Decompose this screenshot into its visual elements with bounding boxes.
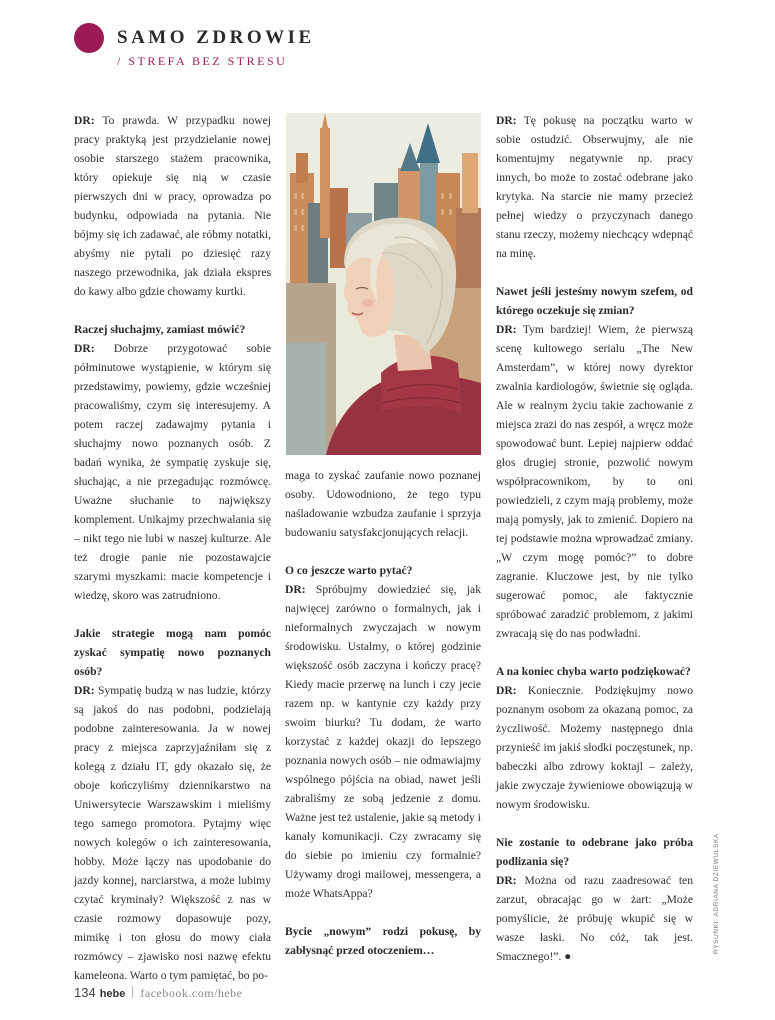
speaker-label: DR:: [496, 114, 517, 127]
header-accent-dot: [74, 23, 104, 53]
article-column-1: [74, 111, 271, 985]
paragraph-text: Tym bardziej! Wiem, że pierwszą scenę kultowego serialu „The New Amsterdam”, w której nowy dyrektor zwalnia kardiologów, świetnie się ogląda. Ale w realnym życiu takie zachowanie z miejsca zrazi do nas zespół, a wręcz może spowodować bunt. Lepiej najpierw oddać głos drugiej stronie, pozwolić nowym współpracownikom, by to oni powiedzieli, z czym mają problemy, może mają pomysły, jak to zmienić. Dopiero na tej podstawie można wprowadzać zmiany. „W czym mogę pomóc?” to dobre zagranie. Kluczowe jest, by nie tylko sugerować pomoc, ale faktycznie spróbować zaradzić problemom, z jakimi zwracają się do nas podwładni.: [496, 323, 693, 640]
qa-block: [496, 282, 693, 643]
speaker-label: DR:: [496, 323, 517, 336]
end-mark-icon: ●: [561, 950, 572, 963]
paragraph: [496, 111, 693, 263]
qa-block: [74, 320, 271, 605]
question: Nie zostanie to odebrane jako próba podlizania się?: [496, 836, 693, 868]
section-subtitle: / STREFA BEZ STRESU: [117, 54, 288, 68]
qa-block: [285, 561, 481, 903]
section-title: SAMO ZDROWIE: [117, 27, 315, 48]
question: Nawet jeśli jesteśmy nowym szefem, od którego oczekuje się zmian?: [496, 285, 693, 317]
speaker-label: DR:: [74, 114, 95, 127]
article-column-3: [496, 111, 693, 966]
paragraph-text: Tę pokusę na początku warto w sobie ostudzić. Obserwujmy, ale nie komentujmy negatywnie np. pracy innych, bo może to zostać odebrane jako krytyka. Na starcie nie mamy przecież pełnej wiedzy o przyczynach danego stanu rzeczy, możemy niechcący wdepnąć na minę.: [496, 114, 693, 260]
paragraph: [74, 111, 271, 301]
question: Raczej słuchajmy, zamiast mówić?: [74, 323, 246, 336]
article-column-2: [285, 466, 481, 960]
illustration-credit-text: RYSUNKI: ADRIANA DZIEWULSKA: [713, 833, 720, 954]
question: Jakie strategie mogą nam pomóc zyskać sympatię nowo poznanych osób?: [74, 627, 271, 678]
paragraph-text: To prawda. W przypadku nowej pracy praktyką jest przydzielanie nowej osobie starszego stażem pracownika, który opiekuje się nią w czasie pierwszych dni w pracy, oprowadza po budynku, odpowiada na pytania. Nie bójmy się ich zadawać, ale róbmy notatki, abyśmy nie pytali po dziesięć razy naszego przewodnika, jak działa ekspres do kawy albo gdzie chowamy kurtki.: [74, 114, 271, 298]
speaker-label: DR:: [496, 874, 517, 887]
speaker-label: DR:: [74, 684, 95, 697]
speaker-label: DR:: [496, 684, 517, 697]
qa-block: [496, 833, 693, 966]
speaker-label: DR:: [285, 583, 306, 596]
question: Bycie „nowym” rodzi pokusę, by zabłysnąć przed otoczeniem…: [285, 925, 481, 957]
paragraph-text: Sympatię budzą w nas ludzie, którzy są jakoś do nas podobni, podzielają podobne zainteresowania. Ja w nowej pracy z miejsca zaprzyjaźniłam się z kolegą z działu IT, gdy okazało się, że oboje kończyliśmy dziennikarstwo na Uniwersytecie Warszawskim i mieliśmy tego samego promotora. Pytajmy więc nowych kolegów o ich zainteresowania, hobby. Może łączy nas upodobanie do jazdy konnej, narciarstwa, a może lubimy czytać kryminały? Większość z nas w czasie rozmowy dopasowuje pozy, mimikę i ton głosu do mowy ciała rozmówcy – zjawisko nosi nazwę efektu kameleona. Warto o tym pamiętać, bo po-: [74, 684, 271, 982]
paragraph: [285, 466, 481, 542]
qa-block: [496, 662, 693, 814]
brand-logo: hebe: [99, 988, 126, 1000]
page-number: 134: [74, 985, 96, 1000]
question: O co jeszcze warto pytać?: [285, 564, 413, 577]
qa-block: [285, 922, 481, 960]
footer-divider: [132, 986, 133, 998]
paragraph-text: Można od razu zaadresować ten zarzut, obracając go w żart: „Może pomyślicie, że próbuję wkupić się w wasze łaski. No cóż, tak jest. Smacznego!”.: [496, 874, 693, 963]
paragraph-text: Spróbujmy dowiedzieć się, jak najwięcej zarówno o formalnych, jak i nieformalnych zwyczajach w nowym środowisku. Ustalmy, o której godzinie większość osób zaczyna i kończy pracę? Kiedy macie przerwę na lunch i czy jecie razem np. w kantynie czy każdy przy swoim biurku? Tu dodam, że warto korzystać z każdej okazji do lepszego poznania nowych osób – nie odmawiajmy wspólnego pójścia na obiad, nawet jeśli zabraliśmy ze sobą jedzenie z domu. Ważne jest też ustalenie, jakie są metody i kanały komunikacji. Czy zwracamy się do siebie po imieniu czy formalnie? Używamy drogi mailowej, messengera, a może WhatsAppa?: [285, 583, 481, 900]
illustration-credit: [703, 833, 720, 954]
woman-city-portrait-image: [286, 113, 481, 455]
page-footer: [74, 985, 243, 1001]
question: A na koniec chyba warto podziękować?: [496, 665, 691, 678]
footer-url[interactable]: facebook.com/hebe: [140, 986, 243, 1000]
paragraph-text: Koniecznie. Podziękujmy nowo poznanym osobom za okazaną pomoc, za życzliwość. Możemy następnego dnia przynieść im jakiś słodki poczęstunek, np. babeczki albo zdrowy koktajl – zależy, jakie zwyczaje żywieniowe obowiązują w nowym środowisku.: [496, 684, 693, 811]
qa-block: [74, 624, 271, 985]
speaker-label: DR:: [74, 342, 95, 355]
paragraph-text: Dobrze przygotować sobie półminutowe wystąpienie, w którym się przedstawimy, powiemy, gdzie wcześniej pracowaliśmy, czym się interesujemy. A potem raczej zadawajmy pytania i słuchajmy nowo poznanych osób. Z badań wynika, że sympatię zyskuje się, słuchając, a nie przegadując rozmówcę. Uważne słuchanie to największy komplement. Unikajmy przechwalania się – nikt tego nie lubi w naszej kulturze. Ale też drogie panie nie pozostawajcie szarymi myszkami: macie kompetencje i wiedzę, skoro was zatrudniono.: [74, 342, 271, 602]
paragraph-text: maga to zyskać zaufanie nowo poznanej osoby. Udowodniono, że tego typu naśladowanie wzbudza zaufanie i sprzyja budowaniu satysfakcjonujących relacji.: [285, 469, 481, 539]
